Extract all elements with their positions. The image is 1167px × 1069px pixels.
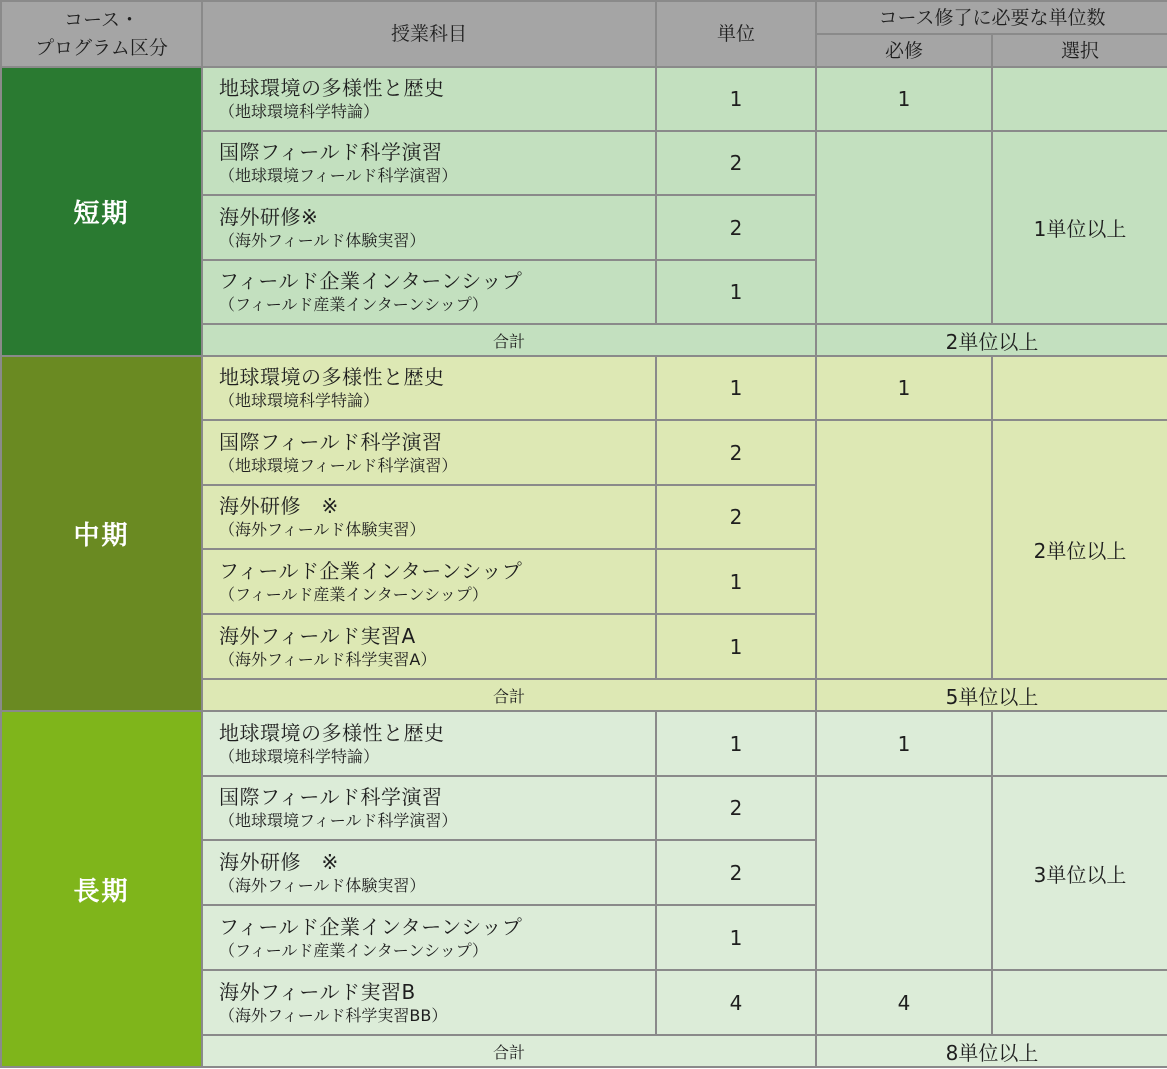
subject-name: 海外フィールド実習A	[219, 623, 416, 648]
subject-subtitle: （地球環境フィールド科学演習）	[219, 811, 458, 830]
mandatory-cell: 4	[816, 970, 992, 1035]
table-row	[1, 67, 1167, 131]
credits-cell: 2	[656, 485, 816, 549]
credits-cell: 2	[656, 776, 816, 840]
subject-cell	[202, 67, 656, 131]
subject-subtitle: （海外フィールド科学実習BB）	[219, 1005, 448, 1025]
subject-cell	[202, 905, 656, 970]
subject-name: 国際フィールド科学演習	[219, 429, 443, 454]
subject-name: 海外フィールド実習B	[219, 979, 416, 1004]
credits-cell: 1	[656, 614, 816, 679]
total-value: 5単位以上	[816, 679, 1167, 711]
total-label: 合計	[202, 679, 816, 711]
subject-name: 地球環境の多様性と歴史	[219, 76, 445, 100]
header-mandatory: 必修	[816, 34, 992, 67]
subject-name: フィールド企業インターンシップ	[219, 558, 523, 583]
subject-name: 国際フィールド科学演習	[219, 140, 443, 164]
elective-cell: 2単位以上	[992, 420, 1167, 679]
subject-cell	[202, 485, 656, 549]
subject-subtitle: （地球環境科学特論）	[219, 746, 380, 766]
subject-subtitle: （地球環境科学特論）	[219, 391, 380, 410]
subject-subtitle: （海外フィールド科学実習A）	[219, 649, 437, 669]
header-category-line1: コース・	[63, 9, 140, 31]
subject-subtitle: （フィールド産業インターンシップ）	[219, 295, 488, 314]
credits-cell: 1	[656, 711, 816, 776]
subject-cell	[202, 195, 656, 260]
subject-subtitle: （フィールド産業インターンシップ）	[219, 584, 488, 604]
category-cell: 中期	[1, 356, 202, 711]
total-value: 8単位以上	[816, 1035, 1167, 1067]
subject-subtitle: （海外フィールド体験実習）	[219, 520, 426, 539]
subject-name: 海外研修 ※	[219, 849, 339, 874]
credits-cell: 4	[656, 970, 816, 1035]
subject-subtitle: （フィールド産業インターンシップ）	[219, 940, 488, 960]
subject-cell	[202, 131, 656, 195]
mandatory-cell: 1	[816, 67, 992, 131]
total-value: 2単位以上	[816, 324, 1167, 356]
mandatory-cell: 1	[816, 711, 992, 776]
credits-cell: 1	[656, 549, 816, 614]
subject-cell	[202, 970, 656, 1035]
category-cell: 短期	[1, 67, 202, 356]
header-category-line2: プログラム区分	[35, 37, 168, 59]
subject-subtitle: （海外フィールド体験実習）	[219, 230, 426, 250]
header-category	[1, 1, 202, 67]
subject-subtitle: （地球環境フィールド科学演習）	[219, 455, 458, 475]
credits-cell: 1	[656, 260, 816, 324]
category-cell: 長期	[1, 711, 202, 1067]
elective-cell-empty	[992, 67, 1167, 131]
mandatory-cell-empty	[816, 131, 992, 324]
subject-name: 地球環境の多様性と歴史	[219, 365, 445, 389]
credits-cell: 2	[656, 840, 816, 905]
table-row	[1, 356, 1167, 420]
subject-cell	[202, 776, 656, 840]
credits-cell: 1	[656, 67, 816, 131]
subject-subtitle: （海外フィールド体験実習）	[219, 875, 426, 895]
table-row	[1, 711, 1167, 776]
total-label: 合計	[202, 1035, 816, 1067]
elective-cell-empty	[992, 356, 1167, 420]
subject-cell	[202, 420, 656, 485]
subject-name: 海外研修※	[219, 204, 319, 229]
elective-cell-empty	[992, 970, 1167, 1035]
mandatory-cell-empty	[816, 776, 992, 970]
header-subject: 授業科目	[202, 1, 656, 67]
subject-subtitle: （地球環境フィールド科学演習）	[219, 166, 458, 185]
subject-cell	[202, 614, 656, 679]
credits-cell: 1	[656, 356, 816, 420]
total-label: 合計	[202, 324, 816, 356]
credits-cell: 2	[656, 420, 816, 485]
credits-cell: 1	[656, 905, 816, 970]
subject-name: 地球環境の多様性と歴史	[219, 720, 445, 745]
credits-cell: 2	[656, 131, 816, 195]
elective-cell: 1単位以上	[992, 131, 1167, 324]
subject-name: 海外研修 ※	[219, 494, 339, 518]
header-credits: 単位	[656, 1, 816, 67]
header-elective: 選択	[992, 34, 1167, 67]
mandatory-cell-empty	[816, 420, 992, 679]
header-required-credits: コース修了に必要な単位数	[816, 1, 1167, 34]
subject-cell	[202, 840, 656, 905]
subject-cell	[202, 356, 656, 420]
credits-cell: 2	[656, 195, 816, 260]
subject-cell	[202, 260, 656, 324]
mandatory-cell: 1	[816, 356, 992, 420]
subject-subtitle: （地球環境科学特論）	[219, 102, 380, 121]
elective-cell: 3単位以上	[992, 776, 1167, 970]
subject-name: フィールド企業インターンシップ	[219, 914, 523, 939]
elective-cell-empty	[992, 711, 1167, 776]
subject-cell	[202, 711, 656, 776]
subject-cell	[202, 549, 656, 614]
subject-name: 国際フィールド科学演習	[219, 785, 443, 809]
subject-name: フィールド企業インターンシップ	[219, 269, 523, 293]
